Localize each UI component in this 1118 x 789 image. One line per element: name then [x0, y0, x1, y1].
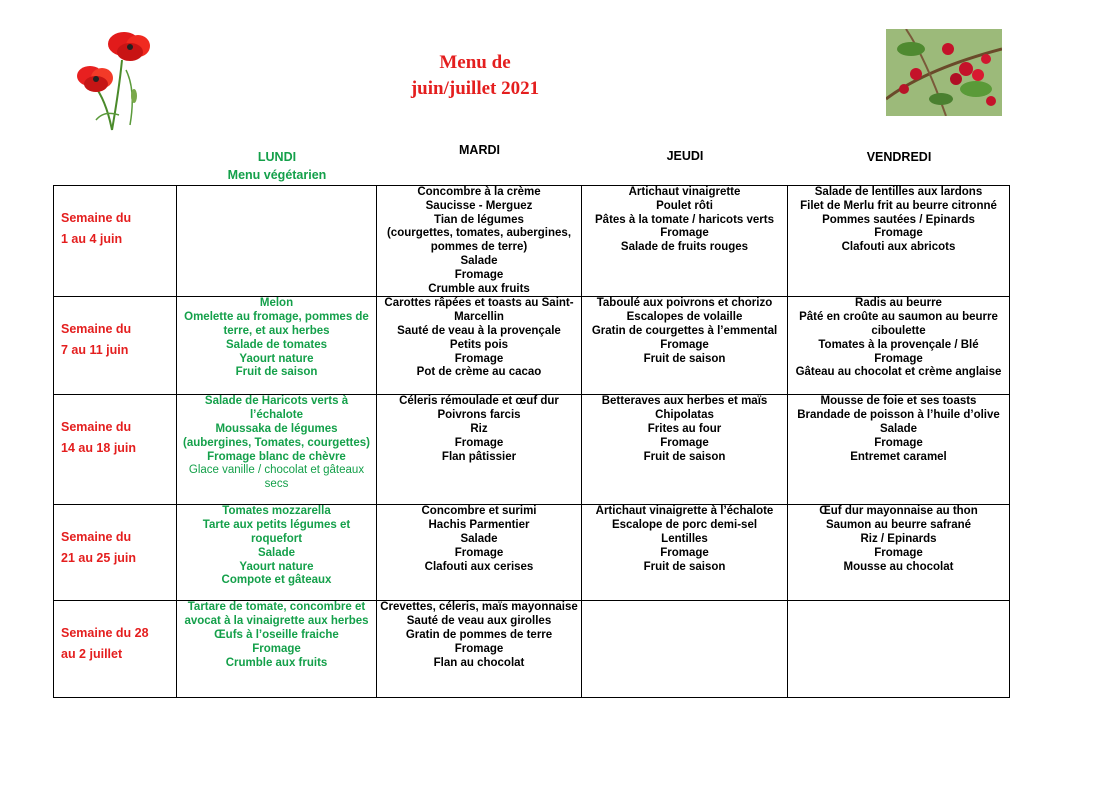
day-label-lundi: LUNDI — [257, 150, 297, 164]
week-label — [54, 601, 177, 698]
menu-item: Fromage — [454, 352, 504, 365]
menu-item: Chipolatas — [655, 409, 714, 422]
day-sublabel-lundi: Menu végétarien — [227, 168, 327, 182]
menu-item: Fruit de saison — [643, 352, 726, 365]
menu-item: Petits pois — [449, 338, 509, 351]
week-label-line: Semaine du — [61, 530, 132, 545]
vendredi-cell — [788, 186, 1010, 297]
menu-item: Filet de Merlu frit au beurre citronné — [800, 199, 997, 212]
menu-item: Lentilles — [661, 532, 708, 545]
menu-item: Saumon au beurre safrané — [825, 519, 972, 532]
lundi-cell — [177, 186, 377, 297]
menu-item: Fromage — [660, 227, 709, 240]
menu-item: Fruit de saison — [235, 366, 318, 379]
menu-item: Salade de lentilles aux lardons — [814, 186, 983, 198]
day-header-lundi — [177, 148, 377, 184]
menu-item: Salade de fruits rouges — [620, 241, 749, 254]
menu-item: Tartare de tomate, concombre et avocat à la vinaigrette aux herbes — [184, 601, 369, 628]
week-label — [54, 395, 177, 505]
menu-item: Fromage — [660, 338, 709, 351]
menu-item: Escalopes de volaille — [626, 311, 743, 324]
vendredi-cell — [788, 601, 1010, 698]
jeudi-cell — [582, 601, 788, 698]
menu-item: Sauté de veau aux girolles — [406, 615, 552, 628]
menu-item: Flan au chocolat — [433, 656, 525, 669]
week-row — [54, 395, 1010, 505]
menu-item: Fromage — [874, 352, 923, 365]
day-label-mardi: MARDI — [459, 143, 500, 157]
jeudi-cell — [582, 186, 788, 297]
week-label-line: 14 au 18 juin — [61, 441, 137, 456]
jeudi-cell — [582, 395, 788, 505]
menu-item: Taboulé aux poivrons et chorizo — [596, 297, 773, 310]
vendredi-cell — [788, 297, 1010, 395]
menu-item: Fromage — [874, 436, 923, 449]
menu-item: Frites au four — [647, 422, 722, 435]
day-label-jeudi: JEUDI — [666, 149, 704, 163]
week-label-line: Semaine du — [61, 322, 132, 337]
menu-item: Moussaka de légumes (aubergines, Tomates, courgettes) — [182, 422, 371, 449]
menu-item: Fruit de saison — [643, 450, 726, 463]
menu-item: Betteraves aux herbes et maïs — [601, 395, 768, 408]
menu-item: Fromage — [660, 436, 709, 449]
menu-item: Carottes râpées et toasts au Saint-Marcellin — [384, 297, 574, 324]
week-label-line: Semaine du — [61, 211, 132, 225]
menu-item: Fruit de saison — [643, 560, 726, 573]
jeudi-cell — [582, 505, 788, 601]
menu-item: Concombre et surimi — [421, 505, 537, 518]
menu-item: Glace vanille / chocolat et gâteaux secs — [188, 464, 365, 491]
lundi-cell — [177, 601, 377, 698]
menu-item: Gratin de courgettes à l’emmental — [591, 324, 778, 337]
menu-title-line2: juin/juillet 2021 — [410, 78, 540, 99]
week-row — [54, 186, 1010, 297]
menu-item: Pâtes à la tomate / haricots verts — [595, 213, 774, 226]
menu-item: Flan pâtissier — [441, 450, 517, 463]
week-row — [54, 297, 1010, 395]
day-header-vendredi — [788, 148, 1010, 166]
menu-item: Concombre à la crème — [417, 186, 541, 198]
menu-item: Salade — [460, 254, 498, 267]
day-header-jeudi — [582, 147, 788, 165]
menu-item: Fromage — [454, 268, 504, 281]
menu-item: Salade de tomates — [226, 338, 327, 351]
menu-item: Fromage — [660, 546, 709, 559]
menu-item: Salade — [257, 546, 296, 559]
mardi-cell — [377, 505, 582, 601]
mardi-cell — [377, 297, 582, 395]
lundi-cell — [177, 297, 377, 395]
menu-item: Poivrons farcis — [437, 409, 521, 422]
menu-item: Salade — [460, 532, 498, 545]
menu-item: Crumble aux fruits — [225, 656, 328, 669]
week-row — [54, 601, 1010, 698]
week-label-line: 21 au 25 juin — [61, 551, 137, 566]
menu-title-line1: Menu de — [439, 52, 511, 73]
mardi-cell — [377, 601, 582, 698]
menu-item: Pot de crème au cacao — [416, 366, 542, 379]
day-header-mardi — [377, 141, 582, 159]
menu-item: Fromage — [874, 227, 923, 240]
menu-item: Mousse de foie et ses toasts — [820, 395, 977, 408]
menu-item: Artichaut vinaigrette — [628, 186, 741, 198]
vendredi-cell — [788, 395, 1010, 505]
week-label-line: 1 au 4 juin — [61, 232, 123, 246]
menu-item: Fromage — [454, 546, 504, 559]
menu-item: Yaourt nature — [239, 560, 314, 573]
week-label — [54, 505, 177, 601]
menu-item: Crevettes, céleris, maïs mayonnaise — [380, 601, 578, 614]
menu-item: Escalope de porc demi-sel — [611, 519, 758, 532]
week-label — [54, 297, 177, 395]
vendredi-cell — [788, 505, 1010, 601]
week-label-line: 7 au 11 juin — [61, 343, 129, 358]
menu-item: Omelette au fromage, pommes de terre, et aux herbes — [184, 311, 369, 337]
menu-item: Brandade de poisson à l’huile d’olive — [797, 409, 1000, 422]
menu-item: Œufs à l’oseille fraiche — [214, 628, 339, 641]
menu-item: Entremet caramel — [850, 450, 947, 463]
poppy-flowers-image — [64, 30, 164, 132]
menu-title — [375, 50, 575, 102]
week-row — [54, 505, 1010, 601]
menu-item: Clafouti aux abricots — [841, 241, 956, 254]
menu-item: Mousse au chocolat — [843, 560, 954, 573]
menu-item: Tian de légumes — [434, 213, 524, 226]
menu-item: Fromage blanc de chèvre — [207, 450, 346, 463]
menu-item: Riz / Epinards — [860, 532, 937, 545]
mardi-cell — [377, 186, 582, 297]
menu-item: Yaourt nature — [239, 352, 314, 365]
menu-item: Tomates à la provençale / Blé — [818, 338, 979, 351]
menu-item: (courgettes, tomates, aubergines, pommes de terre) — [386, 227, 572, 254]
menu-item: Œuf dur mayonnaise au thon — [819, 505, 978, 518]
menu-item: Saucisse - Merguez — [425, 199, 533, 212]
lundi-cell — [177, 395, 377, 505]
menu-item: Poulet rôti — [656, 199, 713, 212]
menu-item: Pâté en croûte au saumon au beurre ciboulette — [799, 311, 998, 337]
menu-item: Gâteau au chocolat et crème anglaise — [795, 366, 1002, 379]
week-label-line: Semaine du 28 — [61, 626, 149, 641]
menu-item: Radis au beurre — [855, 297, 942, 310]
lundi-cell — [177, 505, 377, 601]
menu-item: Fromage — [252, 642, 301, 655]
menu-item: Tomates mozzarella — [222, 505, 331, 518]
week-label-line: au 2 juillet — [61, 647, 123, 662]
menu-item: Fromage — [454, 436, 504, 449]
menu-item: Artichaut vinaigrette à l’échalote — [595, 505, 774, 518]
mardi-cell — [377, 395, 582, 505]
week-label-line: Semaine du — [61, 420, 132, 435]
day-label-vendredi: VENDREDI — [866, 150, 932, 164]
menu-item: Gratin de pommes de terre — [405, 628, 553, 641]
menu-item: Melon — [259, 297, 294, 310]
menu-item: Fromage — [454, 642, 504, 655]
menu-table-body — [54, 186, 1010, 698]
menu-item: Salade — [879, 422, 918, 435]
menu-item: Clafouti aux cerises — [424, 560, 534, 573]
menu-table — [53, 185, 1010, 698]
week-label — [54, 186, 177, 297]
jeudi-cell — [582, 297, 788, 395]
menu-item: Tarte aux petits légumes et roquefort — [202, 519, 351, 545]
menu-item: Salade de Haricots verts à l’échalote — [204, 395, 349, 422]
menu-item: Hachis Parmentier — [428, 519, 530, 532]
cherry-tree-image — [886, 29, 1002, 116]
menu-item: Crumble aux fruits — [428, 282, 530, 295]
menu-item: Pommes sautées / Epinards — [822, 213, 975, 226]
menu-item: Céleris rémoulade et œuf dur — [399, 395, 559, 408]
menu-item: Sauté de veau à la provençale — [397, 324, 561, 337]
menu-item: Riz — [470, 422, 488, 435]
menu-item: Fromage — [874, 546, 923, 559]
menu-item: Compote et gâteaux — [221, 574, 332, 587]
